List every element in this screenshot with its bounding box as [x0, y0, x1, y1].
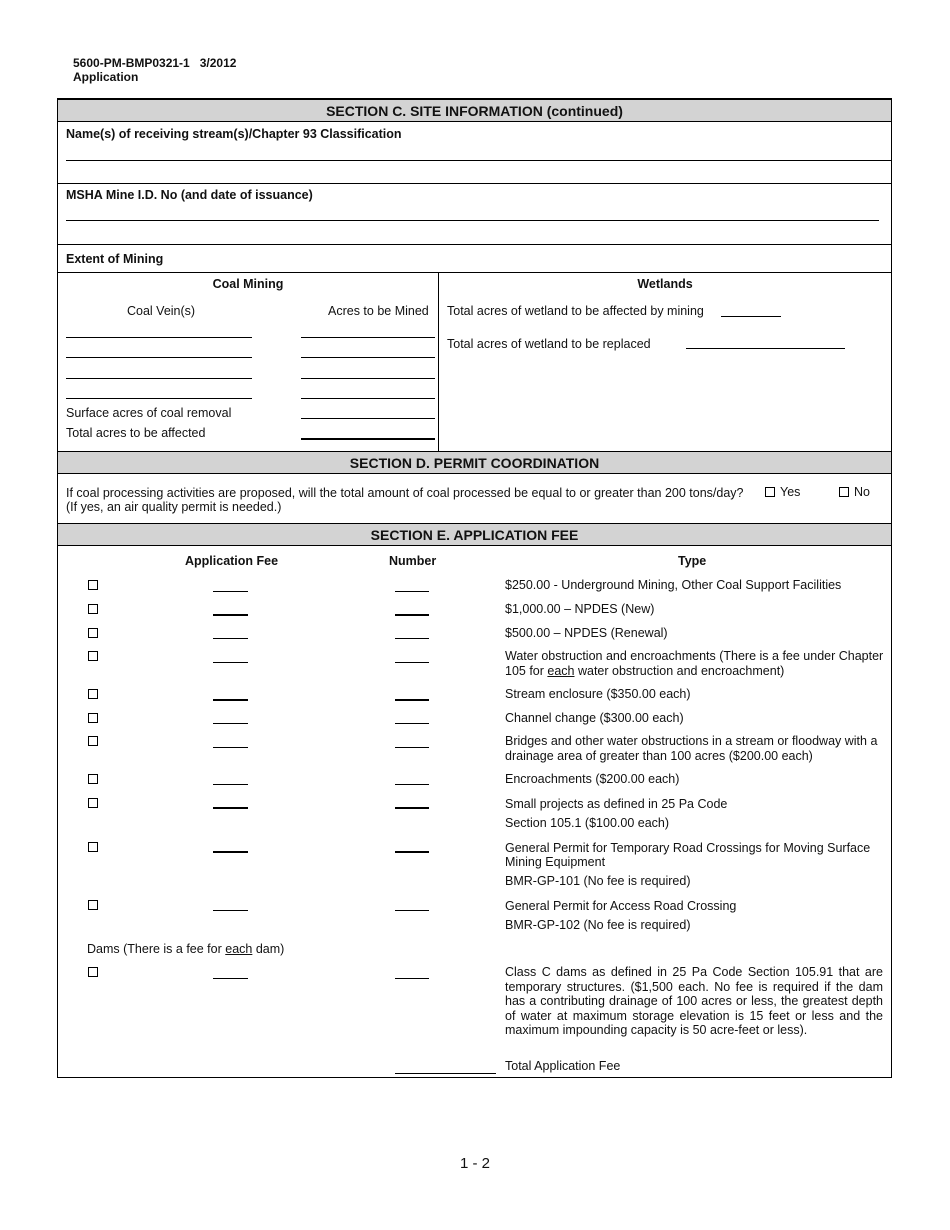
number-field[interactable]	[395, 638, 429, 639]
acres-mined-field[interactable]	[301, 378, 435, 379]
acres-mined-field[interactable]	[301, 337, 435, 338]
fee-type-text: water obstruction and encroachment)	[574, 664, 785, 678]
section-e-title: SECTION E. APPLICATION FEE	[58, 523, 891, 546]
fee-type-line2: Mining Equipment	[505, 855, 606, 869]
acres-mined-field[interactable]	[301, 357, 435, 358]
fee-field[interactable]	[213, 784, 248, 785]
total-fee-field[interactable]	[395, 1073, 496, 1074]
doc-type: Application	[73, 70, 139, 84]
fee-checkbox[interactable]	[88, 651, 98, 661]
form-number-code: 5600-PM-BMP0321-1	[73, 56, 190, 70]
fee-type-line3: BMR-GP-101 (No fee is required)	[505, 874, 691, 888]
coal-processing-question: If coal processing activities are proposed, will the total amount of coal processed be equal to or greater than 200 tons/day?	[66, 486, 744, 500]
wetland-replaced-label: Total acres of wetland to be replaced	[447, 337, 651, 351]
wetlands-heading: Wetlands	[637, 277, 693, 291]
coal-mining-heading: Coal Mining	[212, 277, 284, 291]
fee-field[interactable]	[213, 662, 248, 663]
total-affected-field[interactable]	[301, 438, 435, 440]
fee-type: $1,000.00 – NPDES (New)	[505, 602, 655, 616]
fee-field[interactable]	[213, 699, 248, 701]
fee-field[interactable]	[213, 851, 248, 853]
fee-type: Bridges and other water obstructions in a stream or floodway with a	[505, 734, 878, 748]
col-application-fee: Application Fee	[185, 554, 279, 568]
receiving-stream-field[interactable]	[66, 160, 891, 161]
acres-mined-field[interactable]	[301, 398, 435, 399]
dams-description: Class C dams as defined in 25 Pa Code Section 105.91 that are temporary structures. ($1,500 each. No fee is required if the dam has a contributing drainage of 100 acres or less, the greatest depth of water at maximum storage elevation is 15 feet or less and the maximum impounding capacity is 50 acre-feet or less).	[505, 965, 883, 1037]
fee-checkbox[interactable]	[88, 580, 98, 590]
fee-field[interactable]	[213, 614, 248, 616]
column-divider	[438, 272, 439, 451]
wetland-affected-field[interactable]	[721, 316, 781, 317]
fee-type: Small projects as defined in 25 Pa Code	[505, 797, 728, 811]
fee-type: General Permit for Access Road Crossing	[505, 899, 737, 913]
no-checkbox[interactable]	[839, 487, 849, 497]
number-field[interactable]	[395, 747, 429, 748]
fee-checkbox[interactable]	[88, 774, 98, 784]
coal-vein-label: Coal Vein(s)	[127, 304, 196, 318]
msha-field[interactable]	[66, 220, 879, 221]
fee-checkbox[interactable]	[88, 628, 98, 638]
coal-vein-field[interactable]	[66, 378, 252, 379]
fee-field[interactable]	[213, 747, 248, 748]
fee-type-line2: Section 105.1 ($100.00 each)	[505, 816, 670, 830]
form-date: 3/2012	[199, 56, 237, 70]
fee-field[interactable]	[213, 723, 248, 724]
dams-label-text: Dams (There is a fee for	[87, 942, 226, 956]
dams-checkbox[interactable]	[88, 967, 98, 977]
fee-type: Stream enclosure ($350.00 each)	[505, 687, 691, 701]
coal-vein-field[interactable]	[66, 398, 252, 399]
total-fee-label: Total Application Fee	[505, 1059, 621, 1073]
fee-checkbox[interactable]	[88, 713, 98, 723]
fee-checkbox[interactable]	[88, 900, 98, 910]
extent-of-mining-label: Extent of Mining	[66, 252, 164, 266]
number-field[interactable]	[395, 784, 429, 785]
fee-field[interactable]	[213, 638, 248, 639]
number-field[interactable]	[395, 910, 429, 911]
number-field[interactable]	[395, 699, 429, 701]
fee-type: $500.00 – NPDES (Renewal)	[505, 626, 668, 640]
col-type: Type	[678, 554, 707, 568]
col-number: Number	[389, 554, 437, 568]
acres-mined-label: Acres to be Mined	[328, 304, 429, 318]
number-field[interactable]	[395, 591, 429, 592]
yes-checkbox[interactable]	[765, 487, 775, 497]
number-field[interactable]	[395, 723, 429, 724]
fee-type: $250.00 - Underground Mining, Other Coal Support Facilities	[505, 578, 842, 592]
fee-checkbox[interactable]	[88, 736, 98, 746]
application-form	[57, 98, 892, 1078]
number-field[interactable]	[395, 807, 429, 809]
divider	[58, 244, 891, 245]
no-label: No	[854, 485, 870, 499]
page-number: 1 - 2	[459, 1155, 490, 1172]
divider	[58, 272, 891, 273]
air-quality-note: (If yes, an air quality permit is needed.)	[66, 500, 282, 514]
fee-type: Water obstruction and encroachments (There is a fee under Chapter	[505, 649, 884, 663]
total-affected-label: Total acres to be affected	[66, 426, 206, 440]
fee-type-line2: BMR-GP-102 (No fee is required)	[505, 918, 691, 932]
form-number	[73, 56, 236, 70]
fee-checkbox[interactable]	[88, 842, 98, 852]
fee-checkbox[interactable]	[88, 689, 98, 699]
coal-vein-field[interactable]	[66, 357, 252, 358]
fee-checkbox[interactable]	[88, 798, 98, 808]
section-d-title: SECTION D. PERMIT COORDINATION	[58, 451, 891, 474]
fee-field[interactable]	[213, 807, 248, 809]
fee-type: Channel change ($300.00 each)	[505, 711, 684, 725]
coal-vein-field[interactable]	[66, 337, 252, 338]
fee-type-line2	[505, 664, 784, 678]
fee-checkbox[interactable]	[88, 604, 98, 614]
receiving-stream-label: Name(s) of receiving stream(s)/Chapter 93 Classification	[66, 127, 402, 141]
number-field[interactable]	[395, 978, 429, 979]
number-field[interactable]	[395, 851, 429, 853]
wetland-affected-label: Total acres of wetland to be affected by mining	[447, 304, 704, 318]
section-c-title: SECTION C. SITE INFORMATION (continued)	[58, 99, 891, 122]
number-field[interactable]	[395, 614, 429, 616]
dams-label-emphasis: each	[225, 942, 253, 956]
number-field[interactable]	[395, 662, 429, 663]
dams-label	[87, 942, 284, 956]
yes-label: Yes	[780, 485, 801, 499]
msha-label: MSHA Mine I.D. No (and date of issuance)	[66, 188, 313, 202]
fee-field[interactable]	[213, 978, 248, 979]
fee-type: General Permit for Temporary Road Crossings for Moving Surface	[505, 841, 871, 855]
fee-type-text: 105 for	[505, 664, 548, 678]
fee-field[interactable]	[213, 591, 248, 592]
wetland-replaced-field[interactable]	[686, 348, 845, 349]
fee-type-line2: drainage area of greater than 100 acres ($200.00 each)	[505, 749, 813, 763]
fee-field[interactable]	[213, 910, 248, 911]
fee-type-emphasis: each	[547, 664, 575, 678]
dams-label-text: dam)	[252, 942, 285, 956]
surface-acres-label: Surface acres of coal removal	[66, 406, 232, 420]
divider	[58, 183, 891, 184]
fee-type: Encroachments ($200.00 each)	[505, 772, 680, 786]
surface-acres-field[interactable]	[301, 418, 435, 419]
